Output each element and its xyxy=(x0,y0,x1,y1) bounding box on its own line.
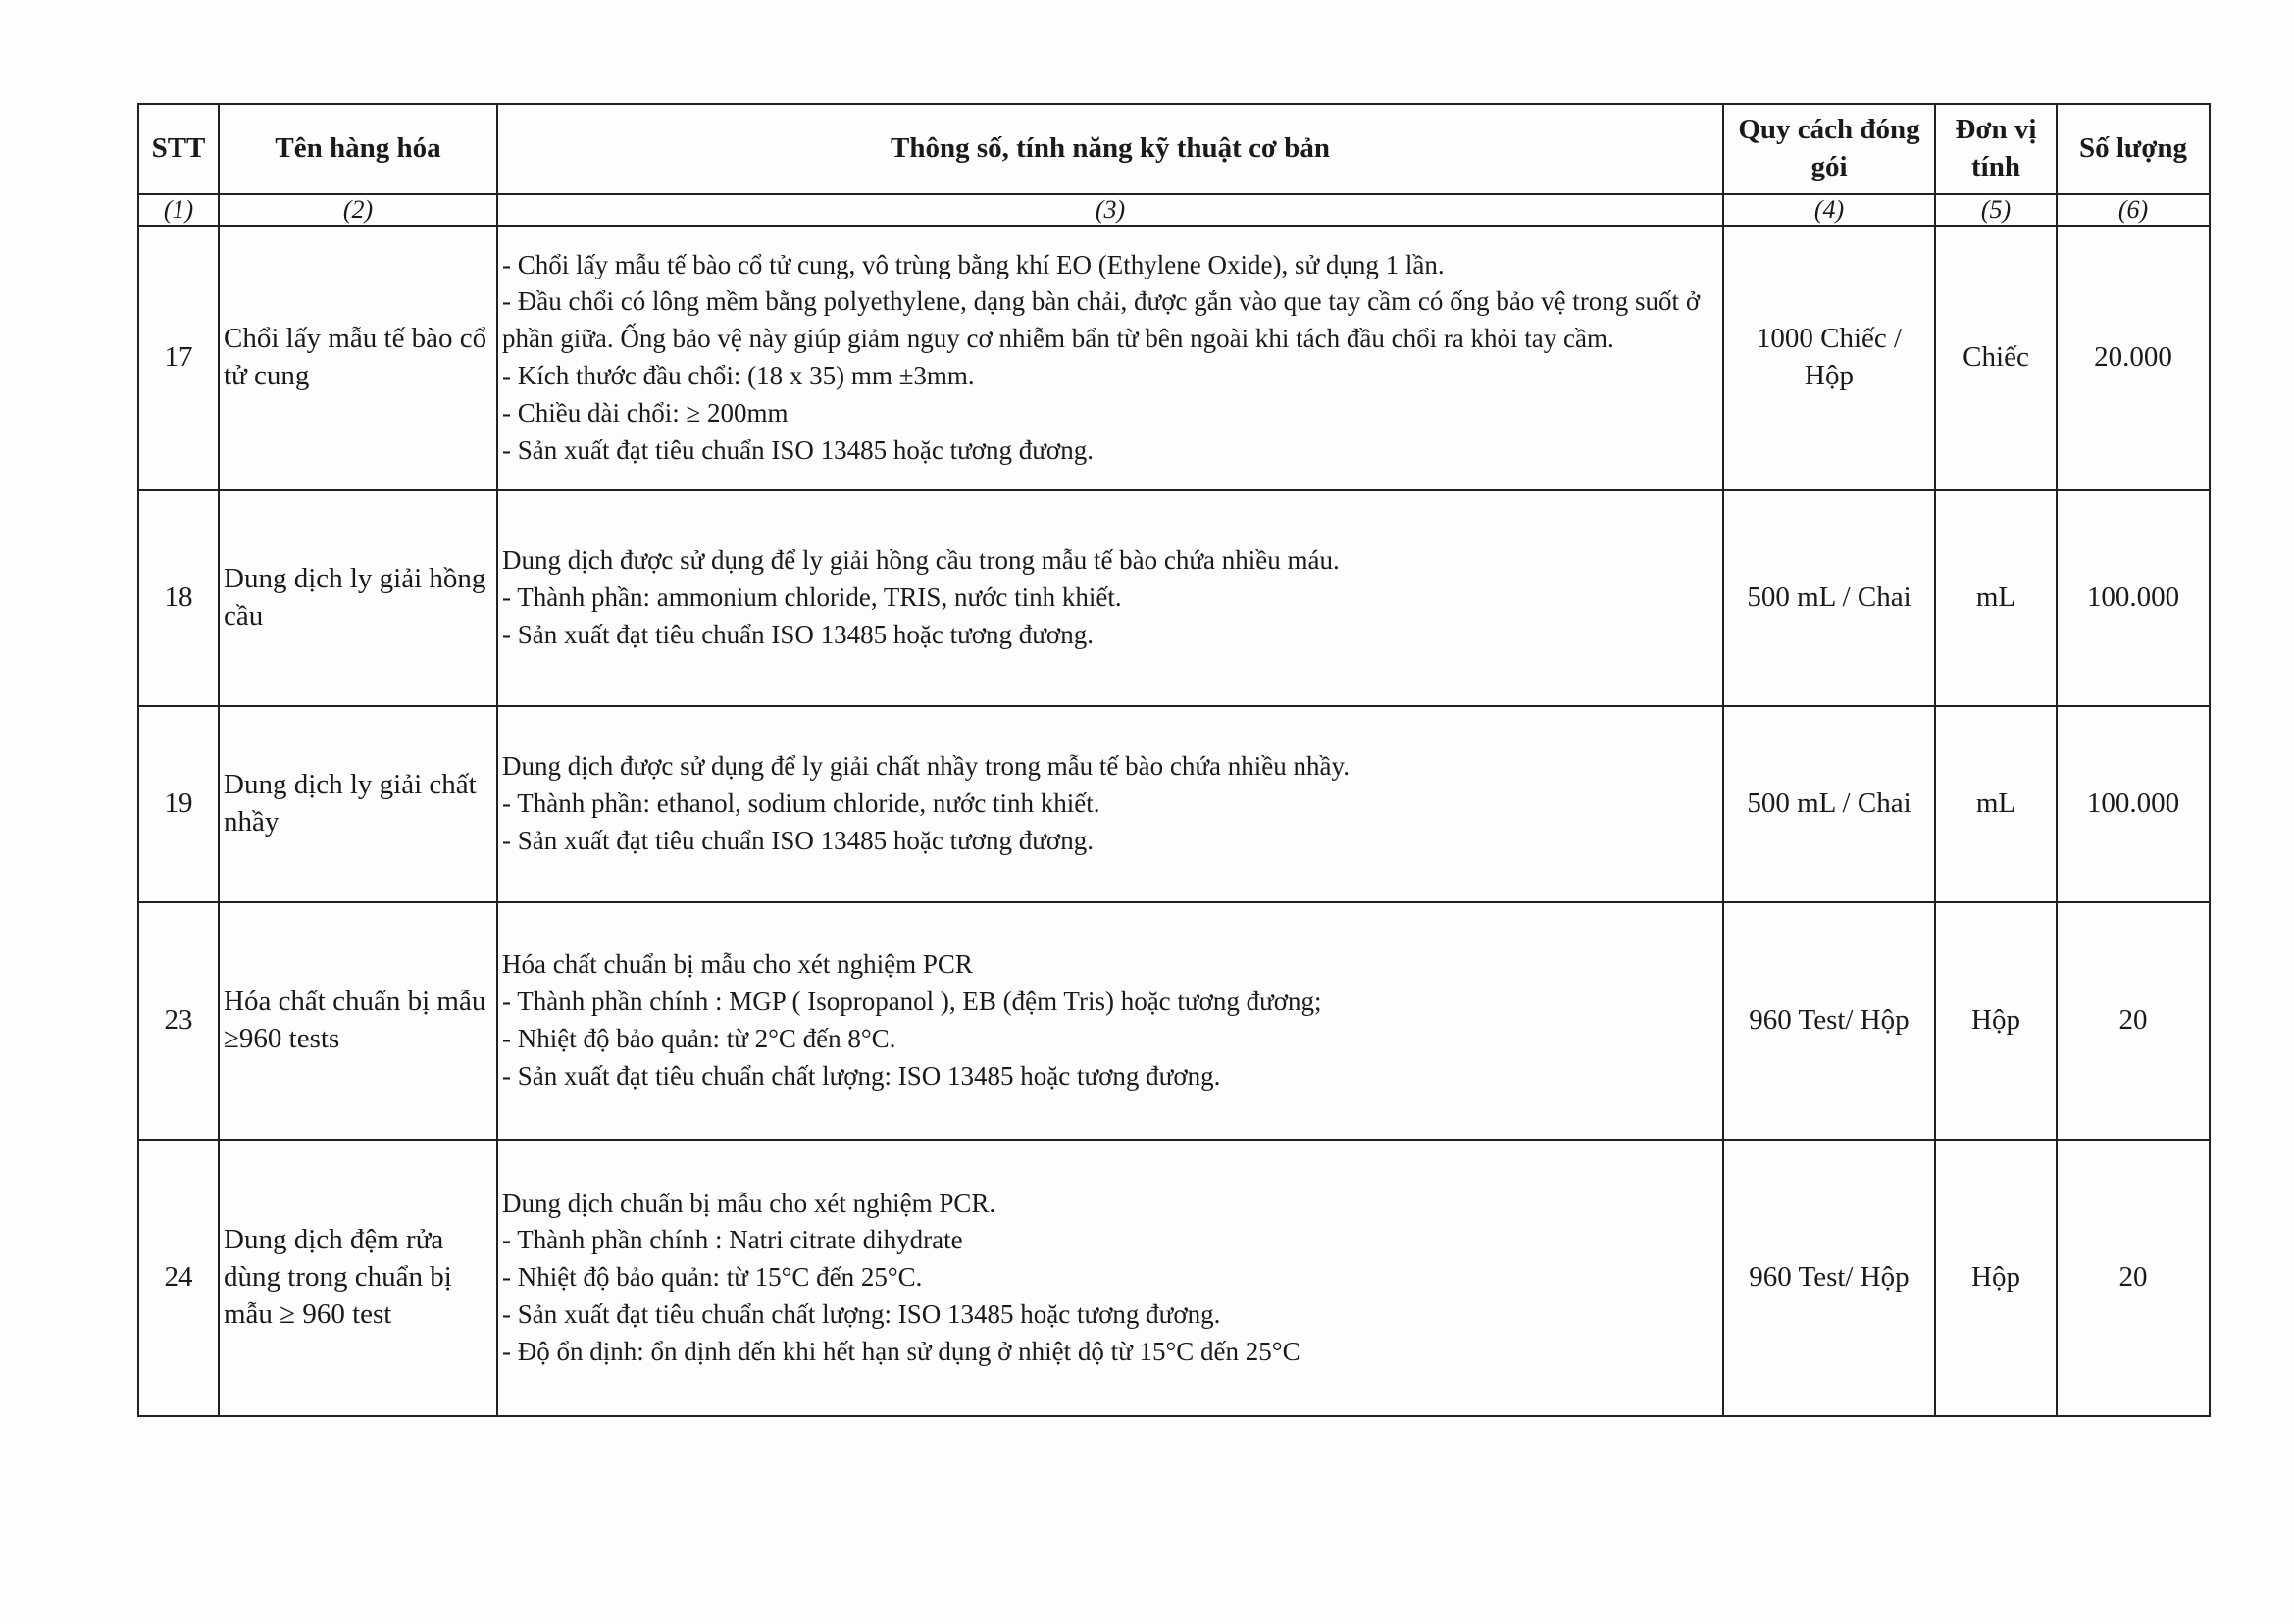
cell-qty: 100.000 xyxy=(2057,706,2210,902)
document-page xyxy=(137,103,2209,1417)
col-number-3: (3) xyxy=(497,194,1723,226)
spec-line: - Sản xuất đạt tiêu chuẩn ISO 13485 hoặc tương đương. xyxy=(502,619,1094,649)
cell-packing: 1000 Chiếc / Hộp xyxy=(1723,226,1935,490)
cell-spec xyxy=(497,1140,1723,1416)
col-number-5: (5) xyxy=(1935,194,2057,226)
spec-line: Hóa chất chuẩn bị mẫu cho xét nghiệm PCR xyxy=(502,949,973,980)
col-number-4: (4) xyxy=(1723,194,1935,226)
header-qty: Số lượng xyxy=(2057,104,2210,194)
spec-line: - Sản xuất đạt tiêu chuẩn ISO 13485 hoặc tương đương. xyxy=(502,434,1094,465)
spec-line: - Chổi lấy mẫu tế bào cổ tử cung, vô trùng bằng khí EO (Ethylene Oxide), sử dụng 1 lần. xyxy=(502,249,1445,279)
cell-qty: 20 xyxy=(2057,902,2210,1140)
cell-stt: 17 xyxy=(138,226,219,490)
spec-line: - Đầu chổi có lông mềm bằng polyethylene, dạng bàn chải, được gắn vào que tay cầm có ống bảo vệ trong suốt ở phần giữa. Ống bảo vệ này giúp giảm nguy cơ nhiễm bẩn từ bên ngoài khi tách đầu chổi ra khỏi tay cầm. xyxy=(502,286,1701,354)
spec-line: - Thành phần: ethanol, sodium chloride, nước tinh khiết. xyxy=(502,788,1100,819)
col-number-2: (2) xyxy=(219,194,497,226)
spec-line: Dung dịch được sử dụng để ly giải chất nhầy trong mẫu tế bào chứa nhiều nhầy. xyxy=(502,751,1350,782)
spec-line: - Thành phần: ammonium chloride, TRIS, nước tinh khiết. xyxy=(502,583,1122,613)
spec-line: - Thành phần chính : MGP ( Isopropanol ), EB (đệm Tris) hoặc tương đương; xyxy=(502,987,1322,1017)
cell-unit: Hộp xyxy=(1935,1140,2057,1416)
col-number-1: (1) xyxy=(138,194,219,226)
spec-line: - Sản xuất đạt tiêu chuẩn chất lượng: ISO 13485 hoặc tương đương. xyxy=(502,1298,1221,1329)
col-number-6: (6) xyxy=(2057,194,2210,226)
cell-unit: mL xyxy=(1935,490,2057,706)
cell-stt: 19 xyxy=(138,706,219,902)
cell-unit: Chiếc xyxy=(1935,226,2057,490)
cell-name: Dung dịch đệm rửa dùng trong chuẩn bị mẫu ≥ 960 test xyxy=(219,1140,497,1416)
cell-name: Dung dịch ly giải chất nhầy xyxy=(219,706,497,902)
cell-name: Chổi lấy mẫu tế bào cổ tử cung xyxy=(219,226,497,490)
column-number-row xyxy=(138,194,2210,226)
cell-stt: 24 xyxy=(138,1140,219,1416)
cell-packing: 500 mL / Chai xyxy=(1723,490,1935,706)
cell-packing: 960 Test/ Hộp xyxy=(1723,1140,1935,1416)
cell-packing: 960 Test/ Hộp xyxy=(1723,902,1935,1140)
cell-stt: 23 xyxy=(138,902,219,1140)
table-row xyxy=(138,226,2210,490)
cell-packing: 500 mL / Chai xyxy=(1723,706,1935,902)
cell-spec xyxy=(497,490,1723,706)
table-row xyxy=(138,706,2210,902)
cell-spec xyxy=(497,226,1723,490)
header-stt: STT xyxy=(138,104,219,194)
spec-line: - Chiều dài chổi: ≥ 200mm xyxy=(502,397,789,428)
spec-line: - Kích thước đầu chổi: (18 x 35) mm ±3mm. xyxy=(502,361,975,390)
table-row xyxy=(138,1140,2210,1416)
header-name: Tên hàng hóa xyxy=(219,104,497,194)
cell-unit: Hộp xyxy=(1935,902,2057,1140)
cell-qty: 20 xyxy=(2057,1140,2210,1416)
spec-line: - Nhiệt độ bảo quản: từ 2°C đến 8°C. xyxy=(502,1024,896,1053)
spec-line: - Sản xuất đạt tiêu chuẩn chất lượng: ISO 13485 hoặc tương đương. xyxy=(502,1060,1221,1091)
spec-line: Dung dịch chuẩn bị mẫu cho xét nghiệm PCR. xyxy=(502,1188,996,1218)
header-row xyxy=(138,104,2210,194)
cell-qty: 100.000 xyxy=(2057,490,2210,706)
specification-table xyxy=(137,103,2211,1417)
spec-line: - Thành phần chính : Natri citrate dihydrate xyxy=(502,1225,963,1255)
cell-stt: 18 xyxy=(138,490,219,706)
table-row xyxy=(138,490,2210,706)
header-spec: Thông số, tính năng kỹ thuật cơ bản xyxy=(497,104,1723,194)
cell-spec xyxy=(497,902,1723,1140)
spec-line: - Độ ổn định: ổn định đến khi hết hạn sử dụng ở nhiệt độ từ 15°C đến 25°C xyxy=(502,1336,1300,1366)
table-row xyxy=(138,902,2210,1140)
header-unit: Đơn vị tính xyxy=(1935,104,2057,194)
cell-unit: mL xyxy=(1935,706,2057,902)
cell-spec xyxy=(497,706,1723,902)
cell-name: Dung dịch ly giải hồng cầu xyxy=(219,490,497,706)
cell-name: Hóa chất chuẩn bị mẫu ≥960 tests xyxy=(219,902,497,1140)
spec-line: - Sản xuất đạt tiêu chuẩn ISO 13485 hoặc tương đương. xyxy=(502,825,1094,855)
header-packing: Quy cách đóng gói xyxy=(1723,104,1935,194)
spec-line: - Nhiệt độ bảo quản: từ 15°C đến 25°C. xyxy=(502,1262,923,1293)
cell-qty: 20.000 xyxy=(2057,226,2210,490)
spec-line: Dung dịch được sử dụng để ly giải hồng cầu trong mẫu tế bào chứa nhiều máu. xyxy=(502,545,1340,576)
